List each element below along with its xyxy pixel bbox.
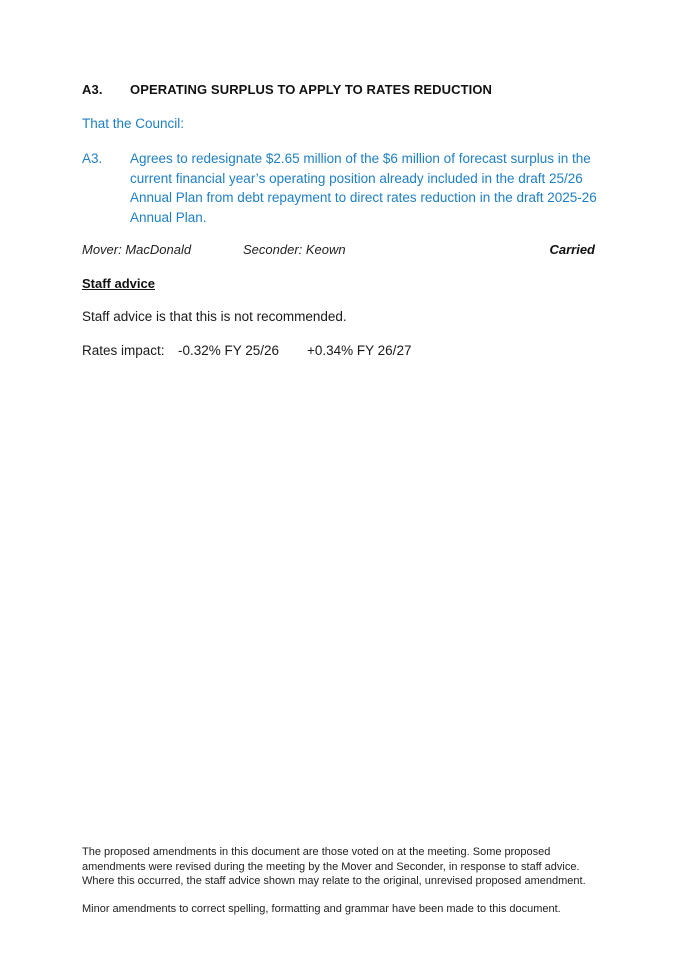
footnote-paragraph-2: Minor amendments to correct spelling, formatting and grammar have been made to this document.	[82, 902, 561, 915]
footnote	[82, 845, 602, 916]
rates-impact-fy2: +0.34% FY 26/27	[307, 343, 412, 358]
staff-advice-text: Staff advice is that this is not recommended.	[82, 309, 347, 324]
resolution-item-text: Agrees to redesignate $2.65 million of the $6 million of forecast surplus in the current financial year’s operating position already included in the draft 25/26 Annual Plan from debt repayment to direct rates reduction in the draft 2025-26 Annual Plan.	[130, 151, 597, 225]
footnote-paragraph-1: The proposed amendments in this document are those voted on at the meeting. Some proposed amendments were revised during the meeting by the Mover and Seconder, in response to staff advice. Where this occurred, the staff advice shown may relate to the original, unrevised proposed amendment.	[82, 846, 586, 888]
seconder: Seconder: Keown	[243, 242, 346, 257]
rates-impact-fy1: -0.32% FY 25/26	[178, 343, 280, 358]
section-heading	[82, 82, 492, 97]
resolution-item-number: A3.	[82, 151, 103, 166]
resolution-item	[82, 149, 602, 227]
mover: Mover: MacDonald	[82, 242, 192, 257]
rates-impact-label: Rates impact:	[82, 343, 165, 358]
vote-result: Carried	[549, 242, 595, 257]
staff-advice-heading: Staff advice	[82, 276, 155, 291]
resolution-intro: That the Council:	[82, 116, 185, 131]
section-number: A3.	[82, 82, 103, 97]
section-title: OPERATING SURPLUS TO APPLY TO RATES REDUCTION	[130, 82, 493, 97]
